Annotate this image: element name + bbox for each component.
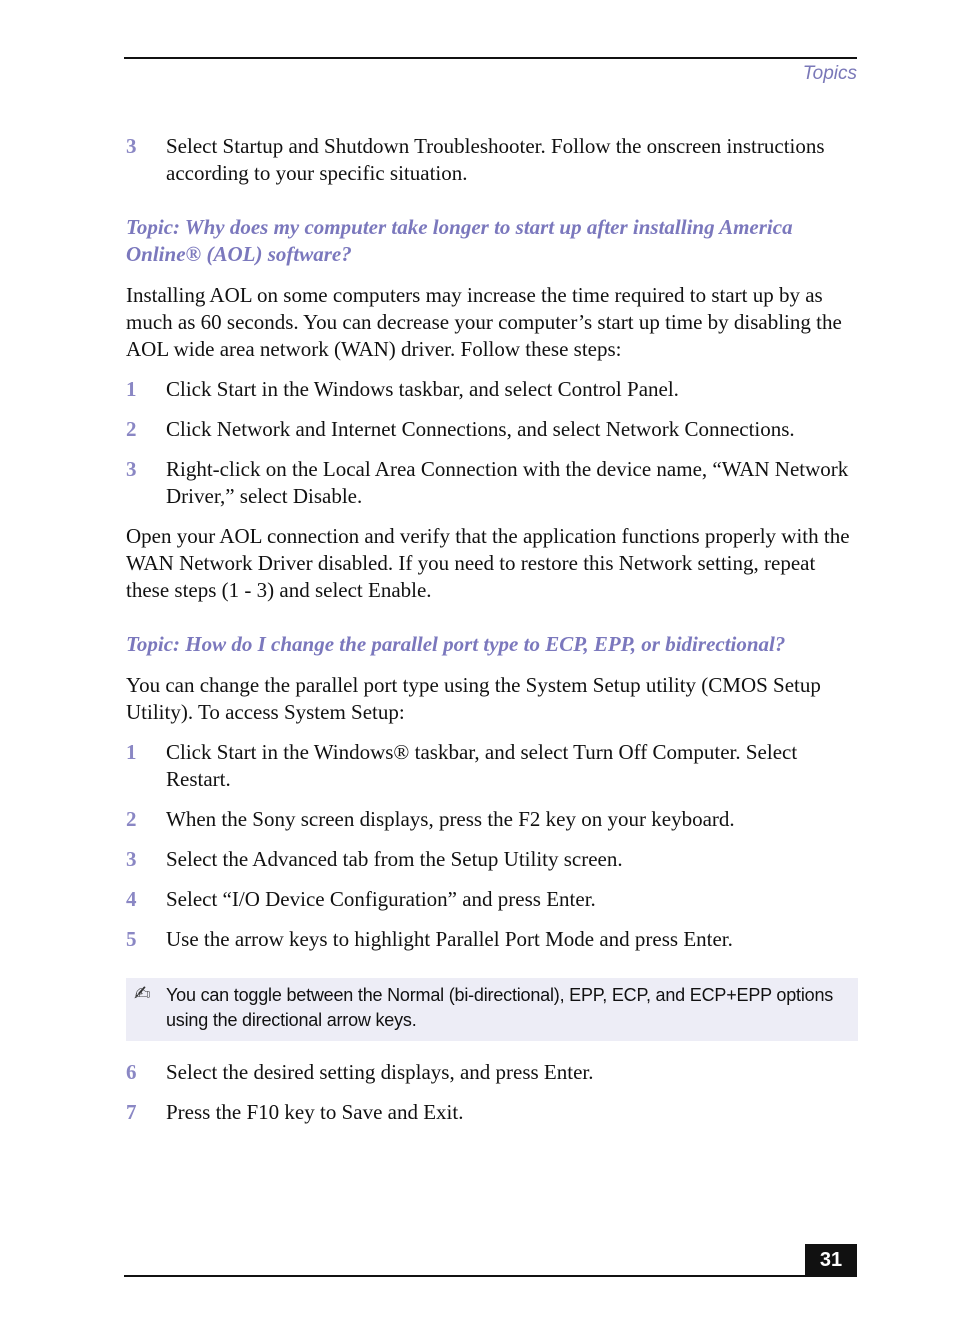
step-item — [126, 133, 858, 187]
paragraph: You can change the parallel port type using the System Setup utility (CMOS Setup Utility). To access System Setup: — [126, 673, 821, 724]
step-text: Click Start in the Windows® taskbar, and select Turn Off Computer. Select Restart. — [166, 740, 798, 791]
step-text: Click Network and Internet Connections, and select Network Connections. — [166, 417, 795, 441]
step-item — [126, 846, 858, 873]
page-content — [126, 133, 858, 1139]
step-item — [126, 456, 858, 510]
pen-note-icon: ✍ — [134, 983, 151, 1005]
step-text: Click Start in the Windows taskbar, and select Control Panel. — [166, 377, 679, 401]
step-number: 3 — [126, 457, 137, 481]
step-text: Right-click on the Local Area Connection with the device name, “WAN Network Driver,” select Disable. — [166, 457, 849, 508]
step-text: Press the F10 key to Save and Exit. — [166, 1100, 464, 1124]
step-number: 4 — [126, 887, 137, 911]
step-number: 7 — [126, 1100, 137, 1124]
page-number: 31 — [805, 1244, 857, 1276]
note-text: You can toggle between the Normal (bi-directional), EPP, ECP, and ECP+EPP options using the directional arrow keys. — [166, 985, 834, 1030]
paragraph: Open your AOL connection and verify that the application functions properly with the WAN Network Driver disabled. If you need to restore this Network setting, repeat these steps (1 - 3) and select Enable. — [126, 524, 850, 602]
paragraph: Installing AOL on some computers may increase the time required to start up by as much as 60 seconds. You can decrease your computer’s start up time by disabling the AOL wide area network (WAN) driver. Follow these steps: — [126, 283, 842, 361]
step-text: Select the desired setting displays, and press Enter. — [166, 1060, 594, 1084]
step-number: 2 — [126, 807, 137, 831]
step-item — [126, 1099, 858, 1126]
step-item — [126, 1059, 858, 1086]
step-item — [126, 886, 858, 913]
step-text: When the Sony screen displays, press the F2 key on your keyboard. — [166, 807, 735, 831]
step-text: Select “I/O Device Configuration” and press Enter. — [166, 887, 596, 911]
step-number: 5 — [126, 927, 137, 951]
step-number: 6 — [126, 1060, 137, 1084]
step-text: Select Startup and Shutdown Troubleshooter. Follow the onscreen instructions according to your specific situation. — [166, 134, 825, 185]
topic-heading: Topic: Why does my computer take longer to start up after installing America Online® (AOL) software? — [126, 215, 793, 266]
step-item — [126, 416, 858, 443]
step-number: 1 — [126, 740, 137, 764]
header-rule — [124, 57, 857, 59]
step-number: 3 — [126, 134, 137, 158]
step-number: 3 — [126, 847, 137, 871]
step-item — [126, 376, 858, 403]
step-text: Select the Advanced tab from the Setup Utility screen. — [166, 847, 623, 871]
footer-rule — [124, 1275, 857, 1277]
section-label-link[interactable]: Topics — [802, 63, 857, 84]
step-number: 1 — [126, 377, 137, 401]
topic-heading: Topic: How do I change the parallel port type to ECP, EPP, or bidirectional? — [126, 632, 786, 656]
note-box — [126, 978, 858, 1041]
step-item — [126, 926, 858, 953]
step-number: 2 — [126, 417, 137, 441]
step-item — [126, 806, 858, 833]
step-text: Use the arrow keys to highlight Parallel Port Mode and press Enter. — [166, 927, 733, 951]
step-item — [126, 739, 858, 793]
